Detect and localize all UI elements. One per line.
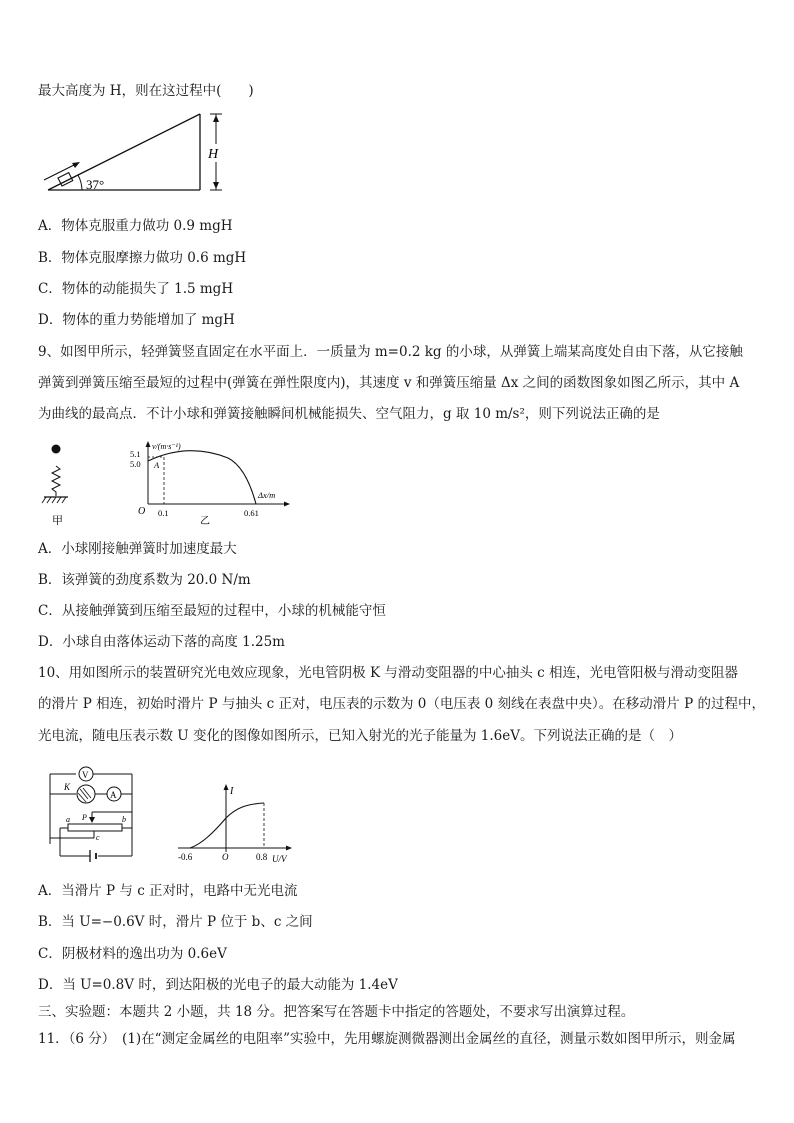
yi-label: 乙	[200, 516, 210, 527]
q9-line-2: 弹簧到弹簧压缩至最短的过程中(弹簧在弹性限度内)，其速度 v 和弹簧压缩量 Δx 之间的函数图象如图乙所示，其中 A	[38, 375, 740, 391]
u-tick-origin: O	[222, 852, 229, 862]
y-tick-5-1: 5.1	[130, 449, 141, 459]
photoelectric-circuit	[38, 760, 148, 866]
q10-option-b: B．当 U=−0.6V 时，滑片 P 位于 b、c 之间	[38, 914, 313, 930]
q9-option-c: C．从接触弹簧到压缩至最短的过程中，小球的机械能守恒	[38, 603, 386, 619]
q10-line-2: 的滑片 P 相连，初始时滑片 P 与抽头 c 正对，电压表的示数为 0（电压表 0 刻线在表盘中央）。在移动滑片 P 的过程中，	[38, 696, 765, 712]
q9-option-b: B．该弹簧的劲度系数为 20.0 N/m	[38, 572, 251, 588]
terminal-a: a	[66, 815, 70, 824]
u-tick-pos: 0.8	[256, 852, 268, 862]
ammeter-label: A	[110, 790, 117, 800]
height-label: H	[208, 147, 219, 162]
q8-stem-tail: 最大高度为 H，则在这过程中( )	[38, 83, 254, 99]
q8-option-a: A．物体克服重力做功 0.9 mgH	[38, 218, 233, 234]
q10-line-1: 10、用如图所示的装置研究光电效应现象，光电管阴极 K 与滑动变阻器的中心抽头 c 相连，光电管阳极与滑动变阻器	[38, 665, 738, 681]
u-tick-neg: -0.6	[178, 852, 193, 862]
q9-option-d: D．小球自由落体运动下落的高度 1.25m	[38, 634, 285, 650]
cathode-label: K	[64, 782, 71, 792]
voltmeter-label: V	[82, 770, 89, 780]
x-tick-0-61: 0.61	[244, 508, 259, 518]
x-axis-label: Δx/m	[258, 490, 276, 500]
terminal-b: b	[122, 815, 126, 824]
incline-figure	[38, 108, 238, 200]
q8-option-b: B．物体克服摩擦力做功 0.6 mgH	[38, 250, 247, 266]
tap-c: c	[96, 833, 100, 842]
current-voltage-graph	[172, 782, 302, 866]
section-3-heading: 三、实验题：本题共 2 小题，共 18 分。把答案写在答题卡中指定的答题处，不要求写出演算过程。	[38, 1004, 635, 1020]
jia-label: 甲	[52, 515, 63, 527]
q9-option-a: A．小球刚接触弹簧时加速度最大	[38, 541, 237, 557]
q11-line-1: 11．（6 分） (1)在“测定金属丝的电阻率”实验中，先用螺旋测微器测出金属丝的直径，测量示数如图甲所示，则金属	[38, 1031, 736, 1047]
current-axis-label: I	[230, 786, 234, 797]
q9-line-3: 为曲线的最高点．不计小球和弹簧接触瞬间机械能损失、空气阻力，g 取 10 m/s²，则下列说法正确的是	[38, 406, 660, 422]
q10-option-d: D．当 U=0.8V 时，到达阳极的光电子的最大动能为 1.4eV	[38, 977, 398, 993]
u-axis-label: U/V	[272, 854, 287, 864]
photocurrent-curve	[190, 803, 264, 848]
q8-option-d: D．物体的重力势能增加了 mgH	[38, 312, 235, 328]
origin-label: O	[138, 506, 146, 517]
spring-figure	[38, 440, 98, 528]
slider-p: P	[82, 813, 87, 822]
angle-label: 37°	[86, 177, 105, 192]
q10-option-c: C．阴极材料的逸出功为 0.6eV	[38, 946, 227, 962]
velocity-graph	[128, 440, 298, 530]
q10-option-a: A．当滑片 P 与 c 正对时，电路中无光电流	[38, 883, 298, 899]
point-a-label: A	[154, 460, 160, 470]
y-axis-label: v/(m·s⁻¹)	[152, 442, 181, 451]
q8-option-c: C．物体的动能损失了 1.5 mgH	[38, 281, 234, 297]
q9-line-1: 9、如图甲所示，轻弹簧竖直固定在水平面上．一质量为 m=0.2 kg 的小球，从弹簧上端某高度处自由下落，从它接触	[38, 344, 743, 360]
q10-line-3: 光电流，随电压表示数 U 变化的图像如图所示，已知入射光的光子能量为 1.6eV。下列说法正确的是（ ）	[38, 728, 682, 744]
x-tick-0-1: 0.1	[158, 508, 169, 518]
y-tick-5-0: 5.0	[130, 459, 141, 469]
